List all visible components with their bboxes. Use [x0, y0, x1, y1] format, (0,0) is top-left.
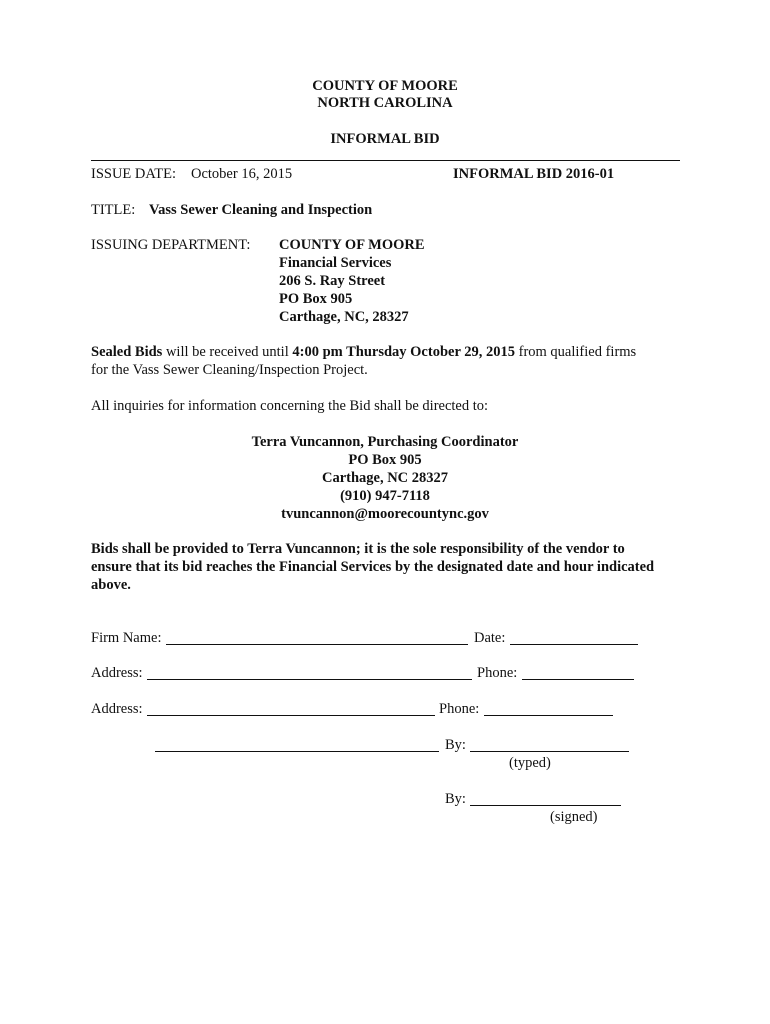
notice-line-2: ensure that its bid reaches the Financial Services by the designated date and hour indicated: [91, 559, 655, 575]
address-field-1[interactable]: [147, 665, 472, 680]
sealed-bids-text2: from qualified firms: [515, 344, 637, 360]
issue-date-value: October 16, 2015: [191, 166, 293, 182]
address-label-1: Address:: [91, 665, 143, 681]
typed-caption: (typed): [509, 755, 551, 771]
bid-number: INFORMAL BID 2016-01: [453, 166, 615, 182]
county-heading: COUNTY OF MOORE: [312, 78, 458, 94]
firm-name-label: Firm Name:: [91, 630, 162, 646]
header-rule: [91, 160, 680, 161]
address-label-2: Address:: [91, 701, 143, 717]
state-heading: NORTH CAROLINA: [317, 95, 453, 111]
department-division: Financial Services: [279, 255, 392, 271]
name-field[interactable]: [155, 737, 439, 752]
sealed-bids-lead: Sealed Bids: [91, 344, 163, 360]
contact-po-box: PO Box 905: [348, 452, 422, 468]
contact-email: tvuncannon@moorecountync.gov: [281, 506, 489, 522]
signed-caption: (signed): [550, 809, 598, 825]
contact-phone: (910) 947-7118: [340, 488, 430, 504]
department-po-box: PO Box 905: [279, 291, 353, 307]
phone-label-1: Phone:: [477, 665, 518, 681]
department-street: 206 S. Ray Street: [279, 273, 386, 289]
firm-name-field[interactable]: [166, 630, 468, 645]
department-label: ISSUING DEPARTMENT:: [91, 237, 251, 253]
by-signed-field[interactable]: [470, 791, 621, 806]
issue-date-label: ISSUE DATE:: [91, 166, 176, 182]
sealed-bids-paragraph: [91, 343, 691, 379]
by-typed-field[interactable]: [470, 737, 629, 752]
contact-name: Terra Vuncannon, Purchasing Coordinator: [251, 434, 519, 450]
by-signed-label: By:: [445, 791, 466, 807]
department-name: COUNTY OF MOORE: [279, 237, 425, 253]
title-value: Vass Sewer Cleaning and Inspection: [149, 202, 373, 218]
by-typed-label: By:: [445, 737, 466, 753]
title-label: TITLE:: [91, 202, 136, 218]
address-field-2[interactable]: [147, 701, 435, 716]
contact-city: Carthage, NC 28327: [321, 470, 449, 486]
date-field[interactable]: [510, 630, 638, 645]
date-label: Date:: [474, 630, 506, 646]
phone-field-1[interactable]: [522, 665, 634, 680]
phone-label-2: Phone:: [439, 701, 480, 717]
sealed-bids-line2: for the Vass Sewer Cleaning/Inspection Project.: [91, 362, 368, 378]
doc-type-heading: INFORMAL BID: [330, 131, 440, 147]
notice-line-3: above.: [91, 577, 131, 593]
phone-field-2[interactable]: [484, 701, 613, 716]
department-city: Carthage, NC, 28327: [279, 309, 409, 325]
sealed-bids-text1: will be received until: [162, 344, 293, 360]
bid-deadline: 4:00 pm Thursday October 29, 2015: [292, 344, 515, 360]
inquiries-intro: All inquiries for information concerning the Bid shall be directed to:: [91, 398, 489, 414]
notice-line-1: Bids shall be provided to Terra Vuncannon; it is the sole responsibility of the vendor to: [91, 541, 625, 557]
